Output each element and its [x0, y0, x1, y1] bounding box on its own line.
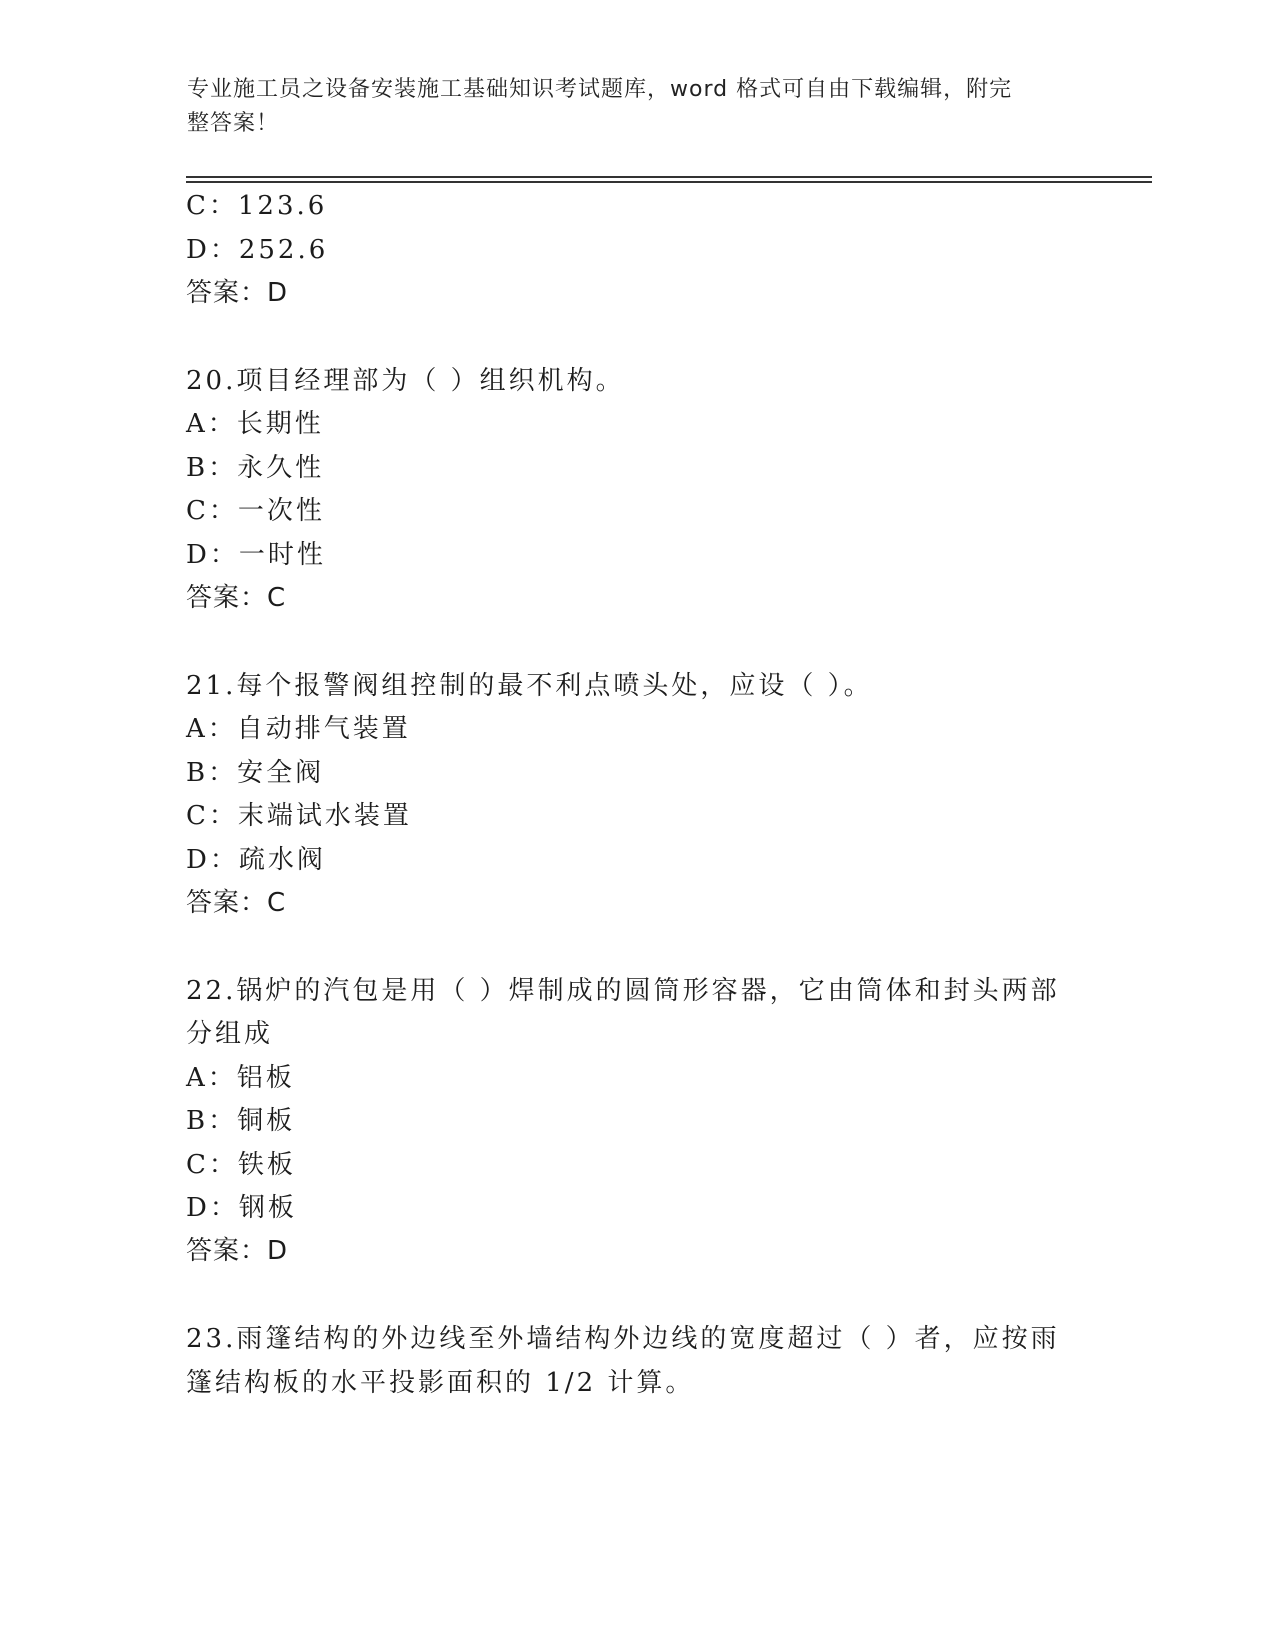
q22-option-c: C：铁板 [186, 1150, 296, 1180]
header-line-1: 专业施工员之设备安装施工基础知识考试题库，word 格式可自由下载编辑，附完 [187, 77, 1013, 102]
option-c: C：123.6 [186, 191, 328, 221]
question-23-stem-line-1: 23.雨篷结构的外边线至外墙结构外边线的宽度超过（ ）者，应按雨 [186, 1324, 1060, 1354]
header-divider-top [186, 176, 1152, 178]
q20-answer: 答案：C [186, 583, 287, 613]
q20-option-a: A：长期性 [186, 409, 324, 439]
q22-option-d: D：钢板 [186, 1193, 297, 1223]
option-d: D：252.6 [186, 235, 329, 265]
q21-option-b: B：安全阀 [186, 758, 325, 788]
question-23-stem-line-2: 篷结构板的水平投影面积的 1/2 计算。 [186, 1368, 695, 1398]
q21-option-c: C：末端试水装置 [186, 801, 412, 831]
answer: 答案：D [186, 278, 289, 308]
q22-answer: 答案：D [186, 1236, 289, 1266]
q20-option-b: B：永久性 [186, 453, 325, 483]
q20-option-d: D：一时性 [186, 540, 326, 570]
header-divider-bottom [186, 181, 1152, 183]
q20-option-c: C：一次性 [186, 496, 325, 526]
question-22-stem-line-2: 分组成 [186, 1019, 274, 1049]
question-21-stem: 21.每个报警阀组控制的最不利点喷头处，应设（ ）。 [186, 671, 873, 701]
question-22-stem-line-1: 22.锅炉的汽包是用（ ）焊制成的圆筒形容器，它由筒体和封头两部 [186, 976, 1060, 1006]
q22-option-b: B：铜板 [186, 1106, 296, 1136]
q21-option-a: A：自动排气装置 [186, 714, 411, 744]
q22-option-a: A：铝板 [186, 1063, 295, 1093]
q21-option-d: D：疏水阀 [186, 845, 326, 875]
document-header [187, 73, 1067, 141]
q21-answer: 答案：C [186, 888, 287, 918]
header-line-2: 整答案！ [187, 111, 280, 136]
question-20-stem: 20.项目经理部为（ ）组织机构。 [186, 366, 625, 396]
